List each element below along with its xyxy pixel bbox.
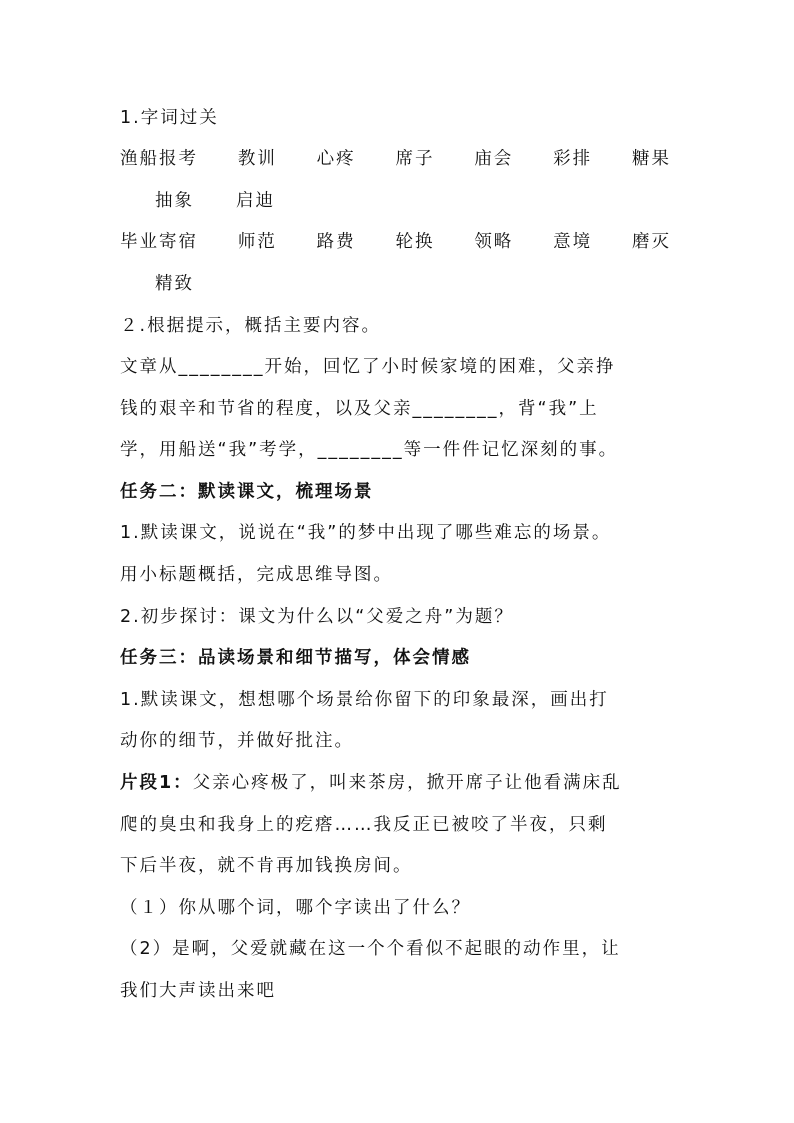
task2-heading: 任务二：默读课文，梳理场景 [120, 482, 374, 502]
fragment-line-2: 爬的臭虫和我身上的疙瘩……我反正已被咬了半夜，只剩 [120, 815, 608, 835]
fragment-label: 片段1： [120, 773, 193, 793]
summary-title: ２.根据提示，概括主要内容。 [120, 316, 382, 336]
sub-question-1: （１）你从哪个词，哪个字读出了什么？ [120, 898, 471, 918]
vocab-word: 糖果 [631, 149, 671, 169]
vocab-word: 路费 [316, 232, 356, 252]
summary-line-2: 钱的艰辛和节省的程度，以及父亲________，背“我”上 [120, 399, 599, 419]
task2-q2: 2.初步探讨：课文为什么以“父爱之舟”为题？ [120, 607, 514, 627]
vocab-word: 磨灭 [631, 232, 671, 252]
vocab-word: 心疼 [316, 149, 356, 169]
vocab-word: 领略 [474, 232, 514, 252]
vocab-word: 轮换 [395, 232, 435, 252]
task2-q1-line-1: 1.默读课文，说说在“我”的梦中出现了哪些难忘的场景。 [120, 523, 612, 543]
vocab-row-2 [120, 230, 671, 254]
vocab-title: 1.字词过关 [120, 108, 219, 128]
vocab-row-1b [155, 189, 275, 213]
vocab-word: 精致 [155, 274, 194, 294]
vocab-word: 席子 [395, 149, 435, 169]
vocab-word: 意境 [553, 232, 593, 252]
summary-line-1: 文章从________开始，回忆了小时候家境的困难，父亲挣 [120, 357, 616, 377]
fragment-line-1 [120, 771, 680, 795]
vocab-word: 渔船报考 [120, 149, 198, 169]
task3-q1-line-1: 1.默读课文，想想哪个场景给你留下的印象最深，画出打 [120, 690, 609, 710]
task3-heading: 任务三：品读场景和细节描写，体会情感 [120, 648, 471, 668]
vocab-row-2b [155, 272, 715, 296]
vocab-row-1 [120, 147, 671, 171]
vocab-word: 庙会 [474, 149, 514, 169]
vocab-word: 师范 [237, 232, 277, 252]
vocab-word: 抽象 [155, 191, 194, 211]
fragment-line-3: 下后半夜，就不肯再加钱换房间。 [120, 856, 413, 876]
task3-q1-line-2: 动你的细节，并做好批注。 [120, 731, 354, 751]
vocab-word: 启迪 [236, 191, 275, 211]
vocab-word: 彩排 [553, 149, 593, 169]
fragment-text: 父亲心疼极了，叫来茶房，掀开席子让他看满床乱 [192, 773, 622, 793]
task2-q1-line-2: 用小标题概括，完成思维导图。 [120, 565, 393, 585]
sub-question-2-line-1: （2）是啊，父爱就藏在这一个个看似不起眼的动作里，让 [120, 939, 621, 959]
summary-line-3: 学，用船送“我”考学，________等一件件记忆深刻的事。 [120, 440, 619, 460]
vocab-word: 毕业寄宿 [120, 232, 198, 252]
sub-question-2-line-2: 我们大声读出来吧 [120, 981, 276, 1001]
vocab-word: 教训 [237, 149, 277, 169]
